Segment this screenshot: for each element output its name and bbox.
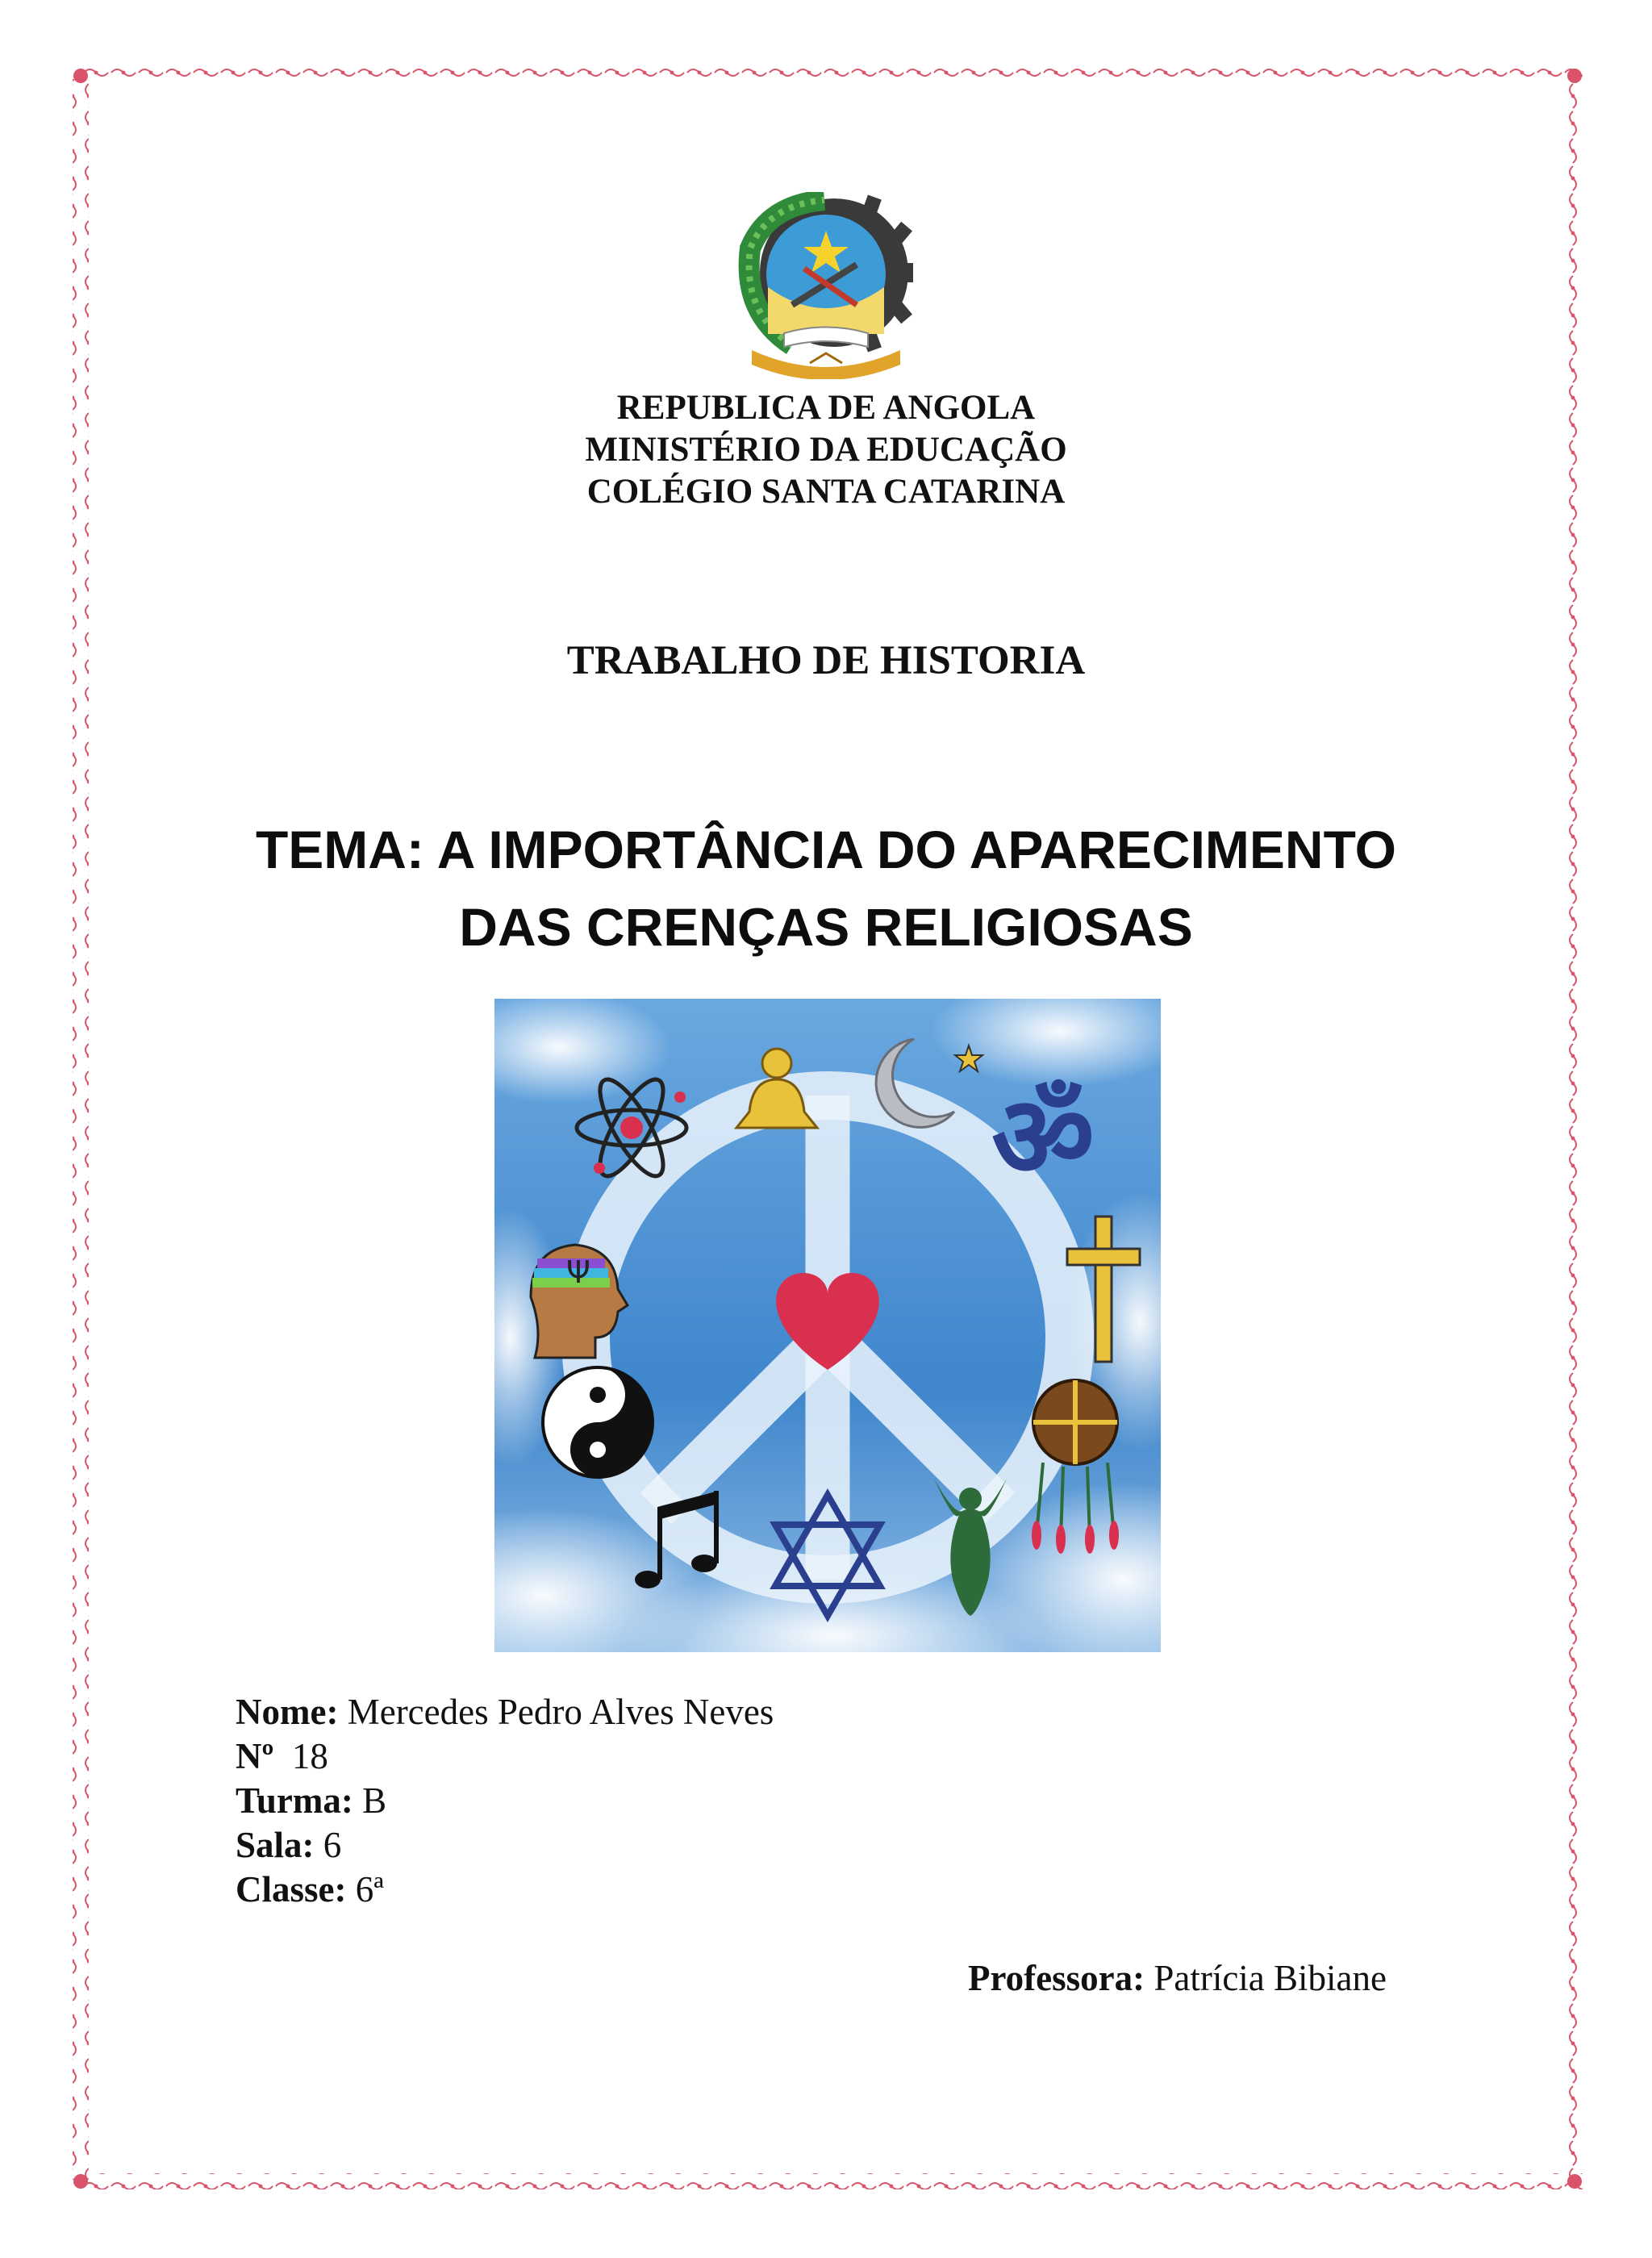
header-ministry: MINISTÉRIO DA EDUCAÇÃO [585,431,1067,469]
svg-text:Ψ: Ψ [566,1254,590,1290]
grade-value: 6ª [346,1869,384,1909]
header-school: COLÉGIO SANTA CATARINA [586,473,1066,511]
yin-yang-icon [543,1367,653,1477]
student-name-row [236,1690,774,1734]
coat-of-arms-icon [736,192,915,379]
teacher-name: Patrícia Bibiane [1145,1958,1387,1998]
svg-text:ॐ: ॐ [991,1072,1095,1204]
teacher-info [968,1957,1387,1999]
document-type: TRABALHO DE HISTORIA [566,638,1086,683]
class-group-value: B [353,1780,387,1821]
religions-illustration [494,999,1161,1652]
number-value: 18 [273,1736,328,1776]
class-group-label: Turma: [236,1780,353,1821]
name-value: Mercedes Pedro Alves Neves [338,1692,774,1732]
student-class-group-row [236,1779,774,1823]
grade-label: Classe: [236,1869,347,1909]
room-label: Sala: [236,1825,315,1865]
theme-line-1: TEMA: A IMPORTÂNCIA DO APARECIMENTO [255,820,1397,879]
theme-line-2: DAS CRENÇAS RELIGIOSAS [459,897,1193,957]
institution-header [0,387,1652,513]
student-room-row [236,1823,774,1868]
room-value: 6 [314,1825,342,1865]
header-country: REPUBLICA DE ANGOLA [616,389,1036,427]
student-info [236,1690,774,1912]
student-number-row [236,1734,774,1779]
student-grade-row [236,1868,774,1912]
om-icon [991,1072,1095,1204]
number-label: Nº [236,1736,274,1776]
name-label: Nome: [236,1692,339,1732]
teacher-label: Professora: [968,1958,1145,1998]
theme-title [0,811,1652,966]
